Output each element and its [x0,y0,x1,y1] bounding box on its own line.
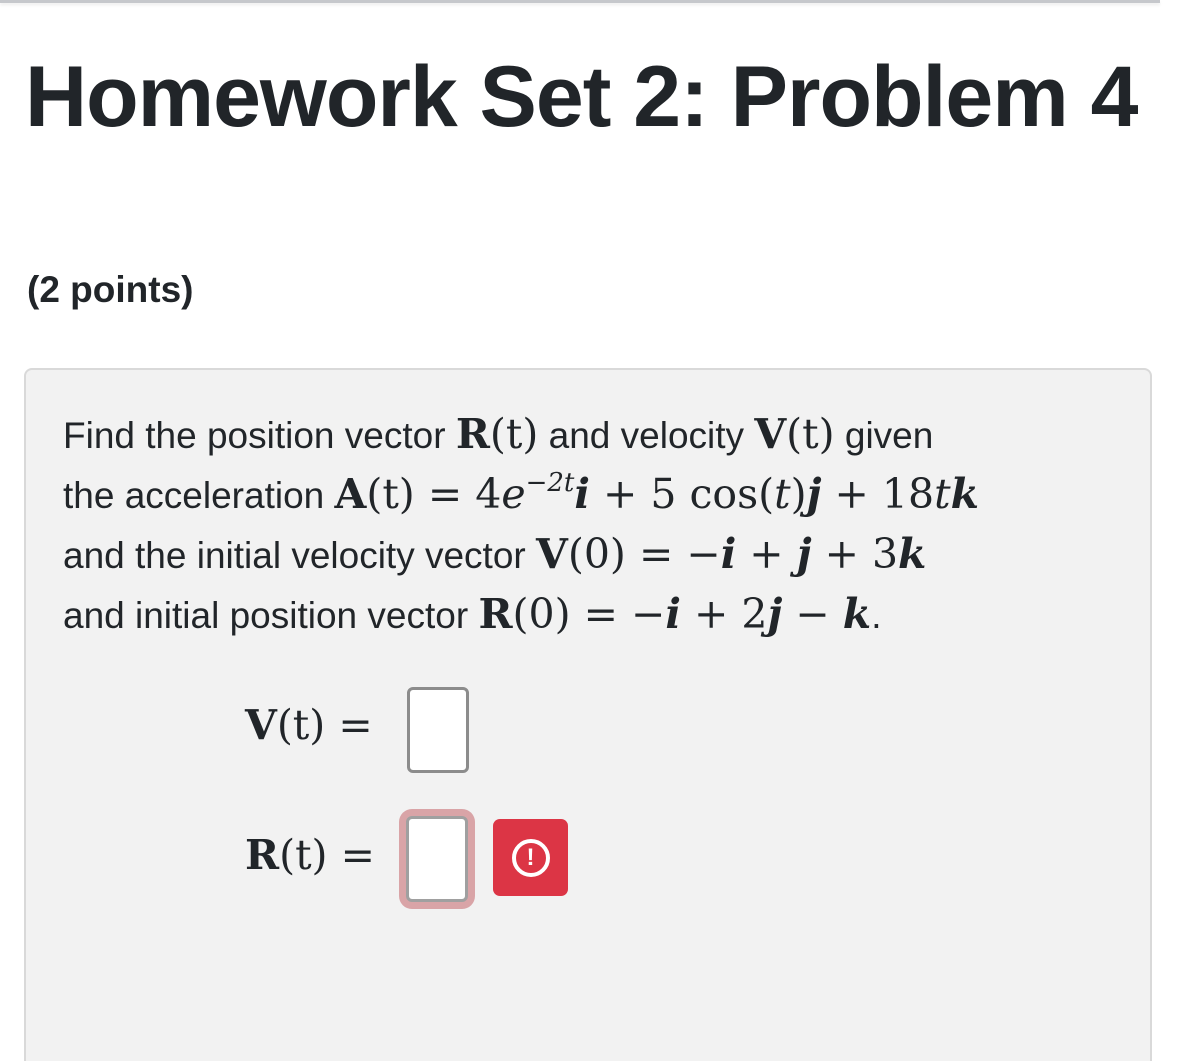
math-segment: ) [790,470,807,518]
problem-line-4 [63,590,881,640]
answer-warning-button[interactable] [493,819,568,896]
problem-line-1 [63,410,933,460]
math-vector-r: R [455,410,490,458]
math-unit-k: k [950,470,979,518]
exclamation-circle-icon: ! [512,839,550,877]
math-segment: (t) = [279,831,375,879]
text-segment: the acceleration [63,475,335,516]
math-vector-a: A [334,470,367,518]
math-e: e [501,470,526,518]
velocity-answer-label [245,700,373,750]
math-unit-j: j [767,590,783,638]
math-segment: − [782,590,843,638]
math-segment: + 3 [811,530,899,578]
math-segment: = 4 [414,470,502,518]
problem-line-2 [63,470,979,520]
math-unit-j: j [806,470,822,518]
text-segment: and velocity [538,415,755,456]
math-unit-j: j [796,530,812,578]
math-unit-k: k [842,590,872,638]
math-segment: + 18 [821,470,935,518]
math-unit-k: k [898,530,927,578]
math-vector-v: V [536,530,568,578]
math-unit-i: i [665,590,681,638]
math-t: t [934,470,951,518]
math-exponent: −2t [525,468,575,498]
math-segment: (0) = − [567,530,721,578]
math-arg: (t) [366,470,415,518]
text-segment: and the initial velocity vector [63,535,537,576]
text-segment: Find the position vector [63,415,456,456]
top-divider [0,0,1160,3]
velocity-answer-input[interactable] [407,687,469,773]
math-vector-r: R [478,590,513,638]
math-arg: (t) [489,410,539,458]
math-t: t [774,470,791,518]
math-vector-r: R [245,831,280,879]
text-segment: given [834,415,934,456]
position-answer-input[interactable] [406,816,468,902]
math-vector-v: V [245,701,277,749]
math-unit-i: i [574,470,590,518]
math-unit-i: i [720,530,737,578]
math-arg: (t) [786,410,835,458]
page-title: Homework Set 2: Problem 4 [25,49,1138,145]
math-segment: + 2 [680,590,768,638]
math-vector-v: V [754,410,787,458]
math-segment: (0) = − [512,590,666,638]
math-segment: + [736,530,797,578]
math-segment: (t) = [276,701,373,749]
points-label: (2 points) [27,269,194,310]
text-segment: . [871,595,882,636]
position-answer-label [245,830,375,880]
problem-line-3 [63,530,926,580]
text-segment: and initial position vector [63,595,479,636]
math-segment: + 5 cos( [589,470,775,518]
